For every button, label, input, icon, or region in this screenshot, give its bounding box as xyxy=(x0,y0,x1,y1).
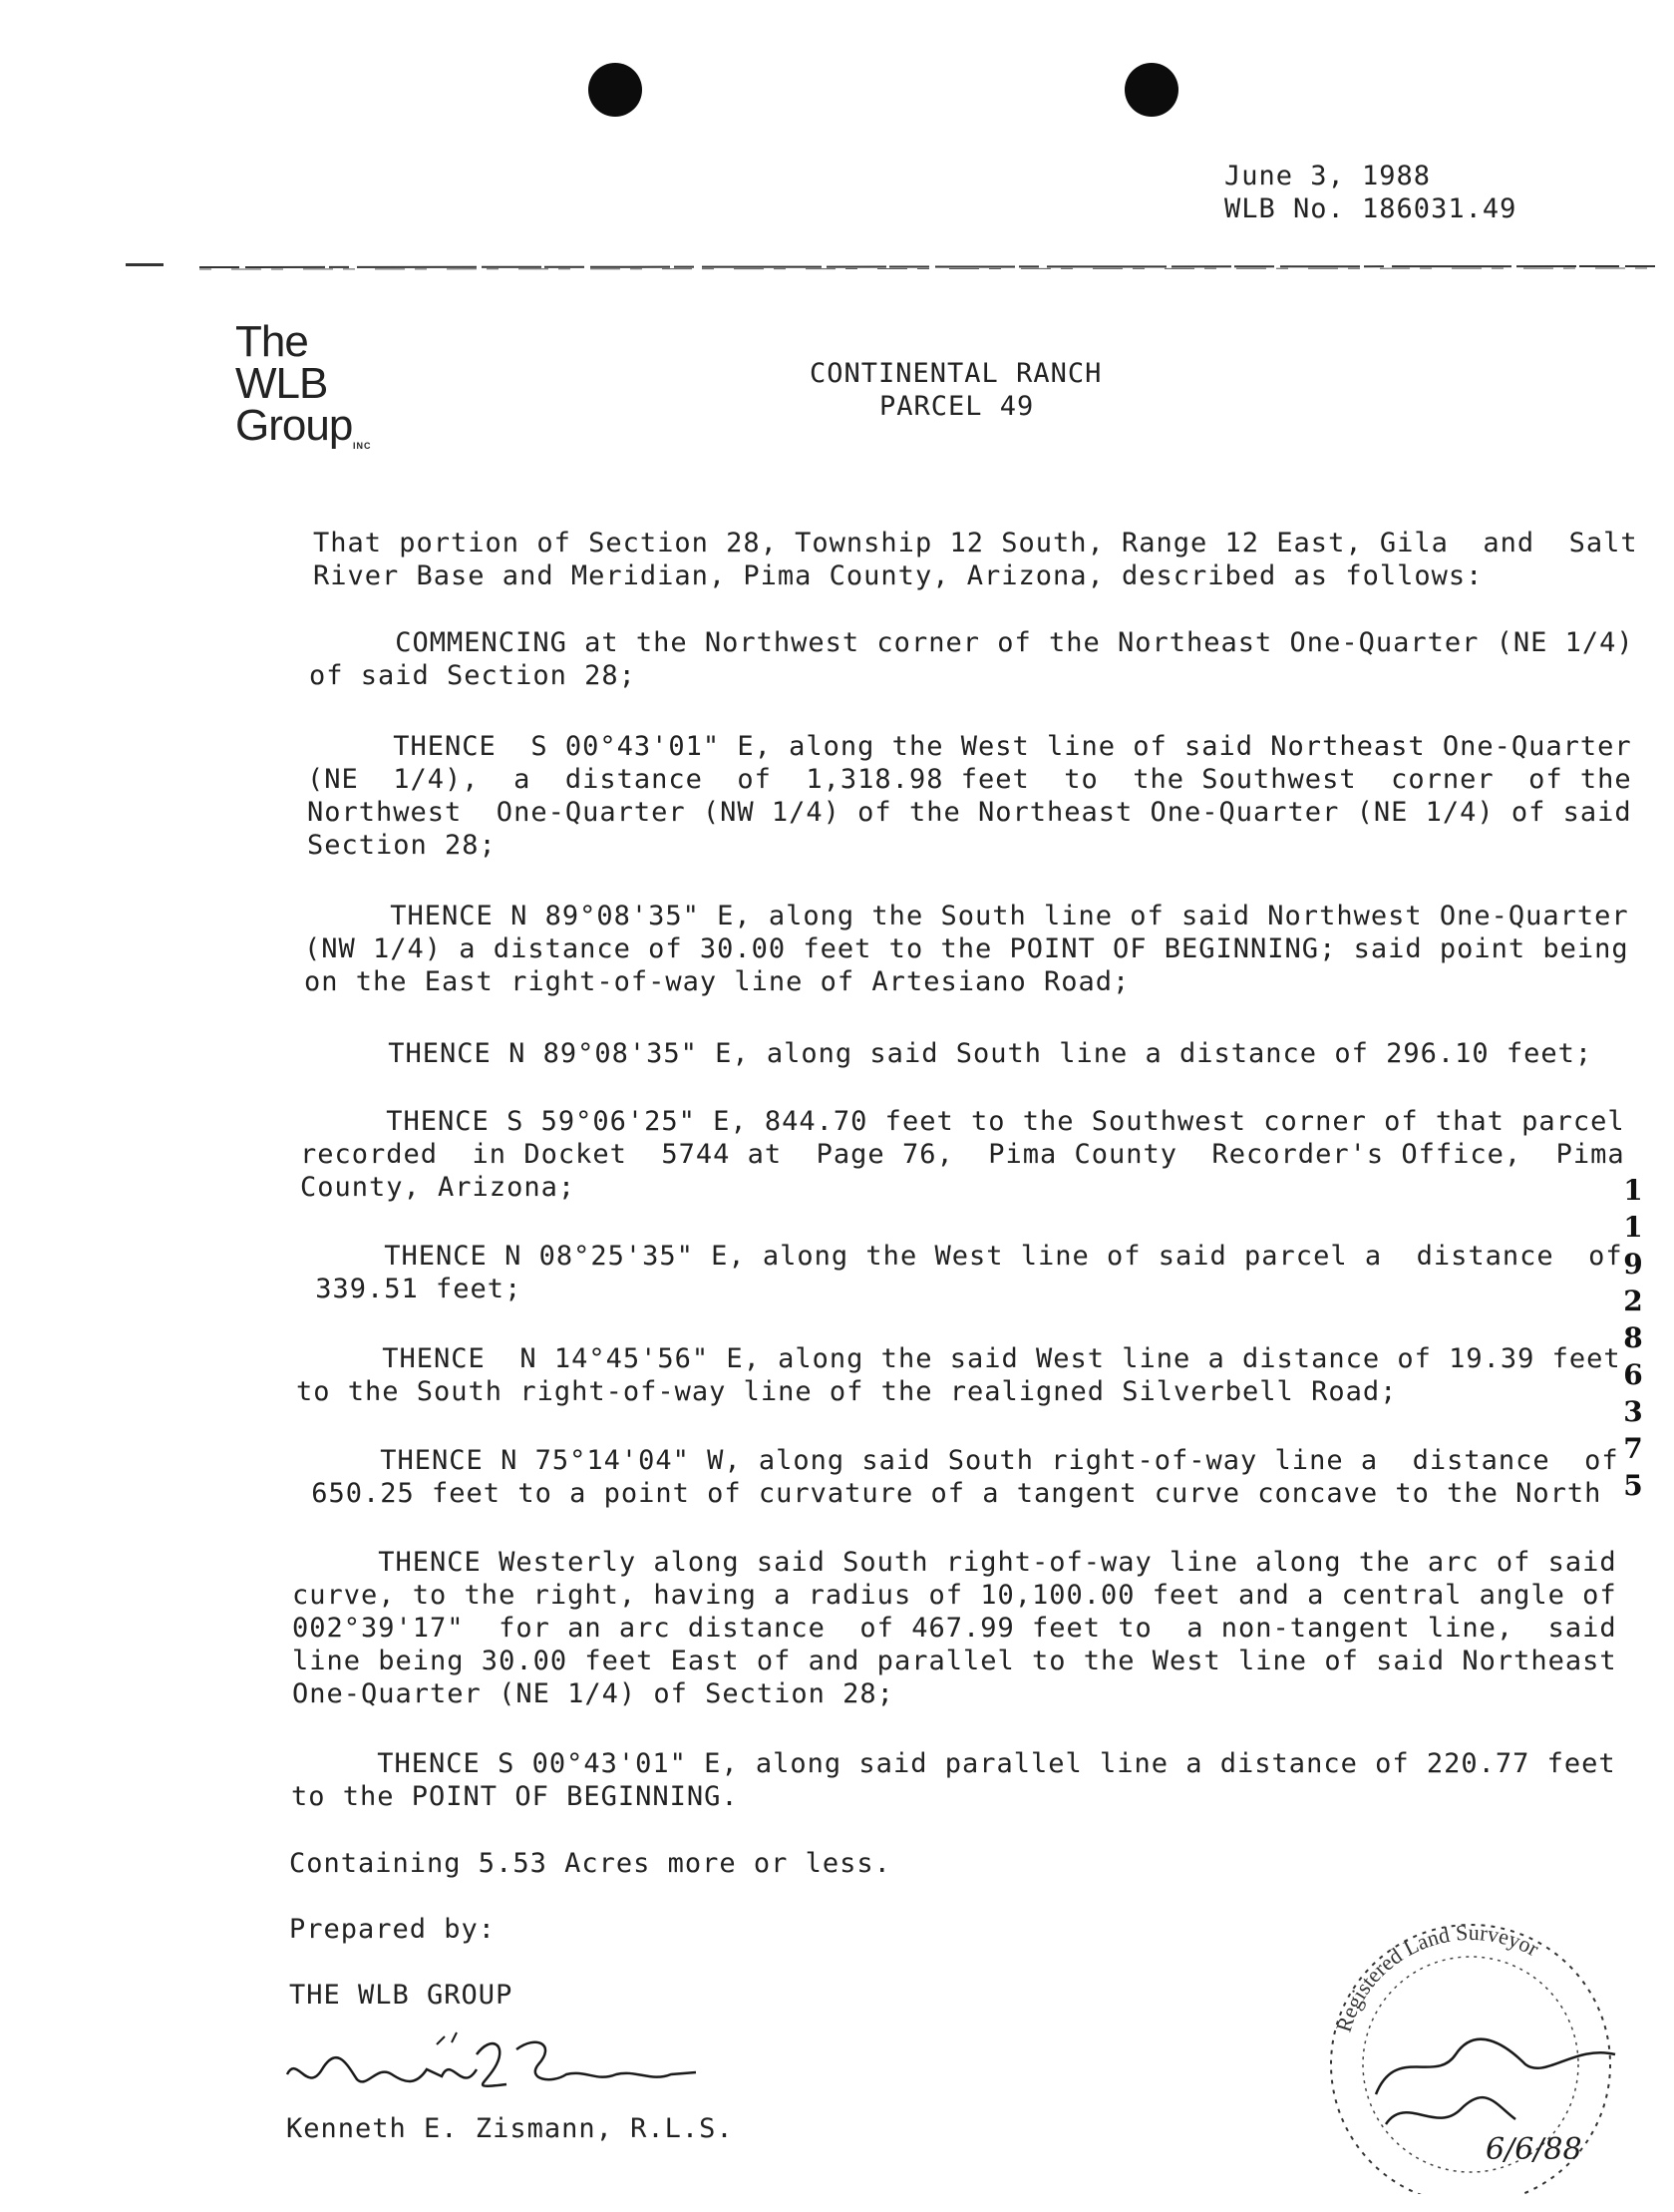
margin-digit: 2 xyxy=(1623,1285,1643,1317)
text-line: THENCE Westerly along said South right-of-way line along the arc of said xyxy=(292,1547,1617,1578)
thence-paragraph-2 xyxy=(304,900,1642,998)
text-line: to the South right-of-way line of the realigned Silverbell Road; xyxy=(296,1376,1398,1407)
thence-paragraph-5 xyxy=(298,1240,1636,1305)
text-line: line being 30.00 feet East of and parallel to the West line of said Northeast xyxy=(292,1646,1617,1676)
logo-line-wlb: WLB xyxy=(235,359,328,408)
text-line: recorded in Docket 5744 at Page 76, Pima County Recorder's Office, Pima xyxy=(300,1139,1625,1170)
punch-hole-left xyxy=(588,63,642,117)
thence-paragraph-9 xyxy=(291,1747,1629,1813)
punch-hole-right xyxy=(1125,63,1178,117)
margin-digit: 6 xyxy=(1623,1358,1643,1391)
thence-paragraph-7 xyxy=(294,1444,1632,1510)
prepared-by-label: Prepared by: xyxy=(289,1914,497,1945)
title-line-2: PARCEL 49 xyxy=(879,391,1035,422)
wlb-number: WLB No. 186031.49 xyxy=(1224,193,1517,224)
text-line: Northwest One-Quarter (NW 1/4) of the Northeast One-Quarter (NE 1/4) of said xyxy=(307,797,1632,828)
text-line: COMMENCING at the Northwest corner of the Northeast One-Quarter (NE 1/4) xyxy=(309,627,1634,658)
margin-digit: 3 xyxy=(1623,1395,1643,1428)
thence-paragraph-1 xyxy=(307,730,1645,862)
text-line: to the POINT OF BEGINNING. xyxy=(291,1781,739,1812)
text-line: County, Arizona; xyxy=(300,1172,576,1203)
text-line: Section 28; xyxy=(307,830,497,861)
text-line: (NE 1/4), a distance of 1,318.98 feet to the Southwest corner of the xyxy=(307,764,1632,795)
text-line: THENCE S 00°43'01" E, along the West line of said Northeast One-Quarter xyxy=(307,731,1632,762)
margin-digit: 1 xyxy=(1623,1174,1643,1207)
surveyor-seal xyxy=(1286,1895,1655,2194)
commencing-paragraph xyxy=(309,626,1647,692)
text-line: 339.51 feet; xyxy=(298,1274,522,1304)
containing-line: Containing 5.53 Acres more or less. xyxy=(289,1848,891,1879)
text-line: That portion of Section 28, Township 12 South, Range 12 East, Gila and Salt xyxy=(313,528,1638,558)
text-line: 650.25 feet to a point of curvature of a tangent curve concave to the North xyxy=(294,1478,1602,1509)
text-line: of said Section 28; xyxy=(309,660,636,691)
handwritten-signature xyxy=(277,2015,736,2114)
text-line: THENCE N 75°14'04" W, along said South right-of-way line a distance of xyxy=(294,1445,1619,1476)
margin-digit: 7 xyxy=(1623,1432,1643,1465)
thence-paragraph-3 xyxy=(302,1037,1640,1070)
text-line: THENCE N 08°25'35" E, along the West line of said parcel a distance of xyxy=(298,1241,1623,1272)
text-line: 002°39'17" for an arc distance of 467.99 feet to a non-tangent line, said xyxy=(292,1613,1617,1644)
thence-paragraph-8 xyxy=(292,1546,1630,1710)
margin-stamp-number xyxy=(1613,1172,1653,1504)
text-line: River Base and Meridian, Pima County, Arizona, described as follows: xyxy=(313,560,1484,591)
thence-paragraph-4 xyxy=(300,1105,1638,1204)
text-line: (NW 1/4) a distance of 30.00 feet to the POINT OF BEGINNING; said point being xyxy=(304,933,1629,964)
logo-line-the: The xyxy=(235,317,308,366)
text-line: One-Quarter (NE 1/4) of Section 28; xyxy=(292,1678,894,1709)
scan-divider-line xyxy=(199,261,1655,273)
margin-digit: 8 xyxy=(1623,1321,1643,1354)
text-line: THENCE S 00°43'01" E, along said parallel line a distance of 220.77 feet xyxy=(291,1748,1616,1779)
text-line: THENCE N 89°08'35" E, along said South line a distance of 296.10 feet; xyxy=(302,1038,1593,1069)
seal-top-text: Registered Land Surveyor xyxy=(1330,1919,1543,2035)
wlb-group-logo xyxy=(235,317,425,451)
text-line: THENCE N 14°45'56" E, along the said West line a distance of 19.39 feet xyxy=(296,1343,1621,1374)
margin-digit: 9 xyxy=(1623,1248,1643,1281)
thence-paragraph-6 xyxy=(296,1342,1634,1408)
margin-digit: 5 xyxy=(1623,1469,1643,1502)
scan-mark-left xyxy=(126,263,164,266)
logo-inc: INC xyxy=(353,441,372,451)
text-line: on the East right-of-way line of Artesiano Road; xyxy=(304,966,1131,997)
seal-date: 6/6/88 xyxy=(1486,2132,1582,2167)
date-line: June 3, 1988 xyxy=(1224,161,1432,191)
company-name: THE WLB GROUP xyxy=(289,1980,513,2011)
signer-name: Kenneth E. Zismann, R.L.S. xyxy=(286,2113,734,2144)
logo-line-group: Group xyxy=(235,401,353,450)
text-line: THENCE S 59°06'25" E, 844.70 feet to the Southwest corner of that parcel xyxy=(300,1106,1625,1137)
margin-digit: 1 xyxy=(1623,1211,1643,1244)
text-line: THENCE N 89°08'35" E, along the South line of said Northwest One-Quarter xyxy=(304,901,1629,931)
title-line-1: CONTINENTAL RANCH xyxy=(810,358,1103,389)
intro-paragraph xyxy=(313,527,1651,592)
text-line: curve, to the right, having a radius of 10,100.00 feet and a central angle of xyxy=(292,1580,1617,1611)
